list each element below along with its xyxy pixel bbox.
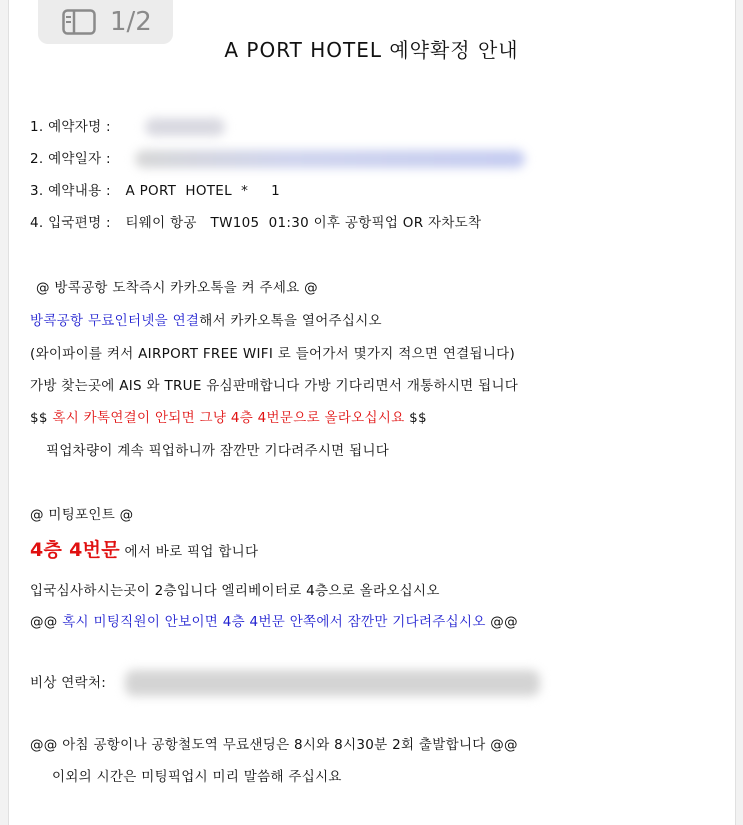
emergency-label: 비상 연락처: (30, 675, 107, 691)
item-reservation-details (30, 179, 280, 199)
redacted-reservation-date (135, 150, 525, 168)
emergency-contact (30, 670, 540, 696)
kakao-line-3: 가방 찾는곳에 AIS 와 TRUE 유심판매합니다 가방 기다리면서 개통하시면 됩니다 (30, 378, 519, 394)
item-reservation-date (30, 147, 525, 168)
meeting-heading: @ 미팅포인트 @ (30, 507, 134, 523)
kakao-line-1 (30, 309, 382, 329)
at-mark: @@ (485, 614, 518, 630)
shuttle-line-2: 이외의 시간은 미팅픽업시 미리 말씀해 주십시요 (52, 769, 342, 785)
kakao-line-1-rest: 해서 카카오톡을 열어주십시오 (199, 313, 382, 329)
shuttle-line-1: @@ 아침 공항이나 공항철도역 무료샌딩은 8시와 8시30분 2회 출발합니다 @@ (30, 737, 518, 753)
meeting-line-1-rest: 에서 바로 픽업 합니다 (119, 544, 259, 560)
item-label: 2. 예약일자 : (30, 151, 111, 167)
item-label: 4. 입국편명 : (30, 215, 111, 231)
meeting-line-1 (30, 535, 258, 562)
item-value: A PORT HOTEL * 1 (125, 183, 281, 199)
meeting-wait-text: 혹시 미팅직원이 안보이면 4층 4번문 안쪽에서 잠깐만 기다려주십시오 (62, 614, 486, 630)
item-arrival-flight (30, 211, 481, 231)
meeting-line-3 (30, 610, 518, 630)
kakao-fallback-text: 혹시 카톡연결이 안되면 그냥 4층 4번문으로 올라오십시요 (52, 410, 405, 426)
item-guest-name (30, 115, 225, 136)
free-internet-text: 방콕공항 무료인터넷을 연결 (30, 313, 200, 329)
redacted-emergency-contact (125, 670, 540, 696)
item-label: 3. 예약내용 : (30, 183, 111, 199)
redacted-guest-name (145, 118, 225, 136)
dollar-mark: $$ (30, 410, 53, 426)
kakao-heading: @ 방콕공항 도착즉시 카카오톡을 켜 주세요 @ (36, 280, 318, 296)
at-mark: @@ (30, 614, 63, 630)
meeting-line-2: 입국심사하시는곳이 2층입니다 엘리베이터로 4층으로 올라오십시오 (30, 583, 440, 599)
page-indicator-text: 1/2 (110, 7, 152, 37)
sidebar-panel-icon (62, 9, 96, 35)
item-label: 1. 예약자명 : (30, 119, 111, 135)
item-value: 티웨이 항공 TW105 01:30 이후 공항픽업 OR 자차도착 (125, 215, 482, 231)
kakao-line-2: (와이파이를 켜서 AIRPORT FREE WIFI 로 들어가서 몇가지 적으면 연결됩니다) (30, 346, 516, 362)
meeting-point-highlight: 4층 4번문 (30, 539, 120, 561)
kakao-line-5: 픽업차량이 계속 픽업하니까 잠깐만 기다려주시면 됩니다 (46, 443, 390, 459)
dollar-mark: $$ (404, 410, 427, 426)
document-title: A PORT HOTEL 예약확정 안내 (224, 38, 519, 62)
kakao-line-4 (30, 406, 427, 426)
